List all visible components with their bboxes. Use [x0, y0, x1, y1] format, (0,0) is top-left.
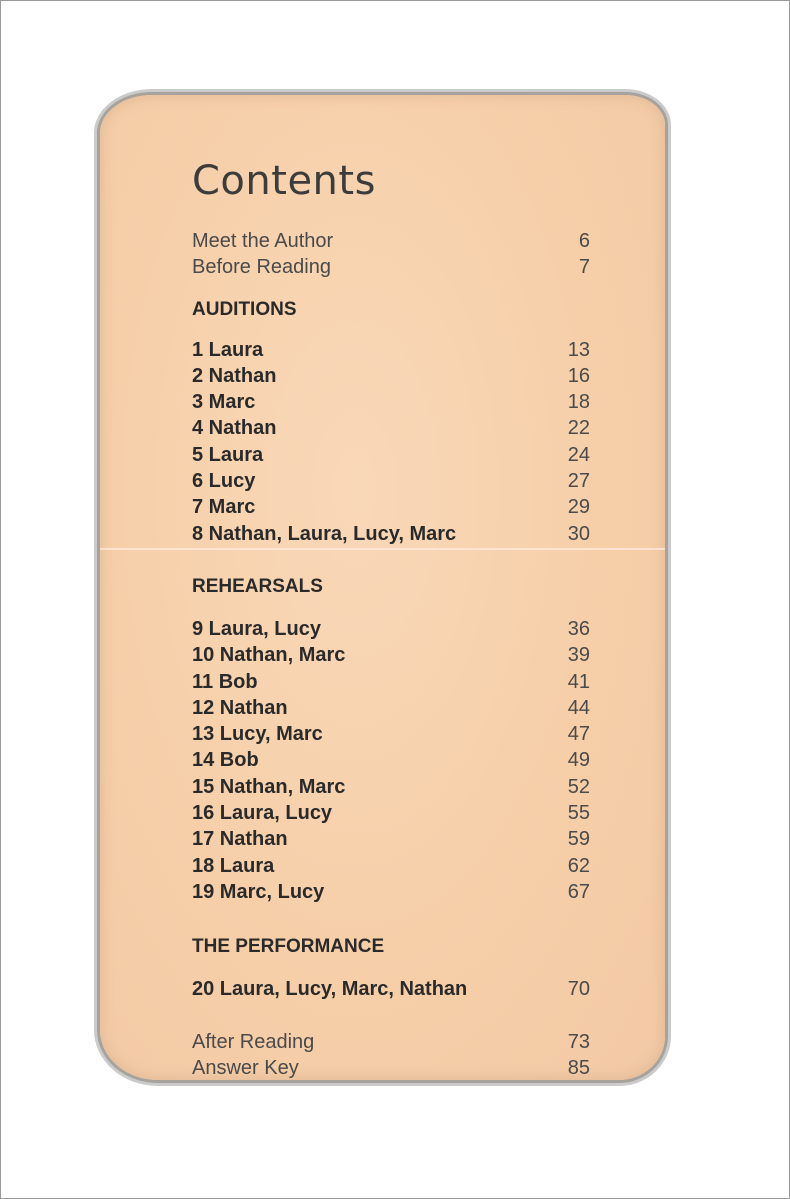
entry-label: 19 Marc, Lucy	[192, 880, 325, 903]
section-heading-auditions: AUDITIONS	[192, 298, 297, 320]
toc-entry[interactable]	[192, 521, 590, 547]
entry-page: 70	[567, 978, 590, 1001]
toc-entry-meet-the-author[interactable]	[192, 228, 590, 254]
entry-label: 3 Marc	[192, 391, 256, 414]
entry-page: 27	[567, 470, 590, 493]
toc-entry[interactable]	[192, 721, 590, 747]
toc-entry[interactable]	[192, 616, 590, 642]
table-of-contents	[192, 228, 590, 1081]
entry-label: Answer Key	[192, 1056, 299, 1079]
entry-label: 20 Laura, Lucy, Marc, Nathan	[192, 978, 468, 1001]
toc-entry[interactable]	[192, 976, 590, 1002]
entry-page: 52	[567, 775, 590, 798]
toc-entry-answer-key[interactable]	[192, 1055, 590, 1081]
entry-label: 18 Laura	[192, 854, 275, 877]
entry-page: 49	[567, 749, 590, 772]
entry-label: 7 Marc	[192, 496, 256, 519]
entry-label: After Reading	[192, 1030, 315, 1053]
toc-entry[interactable]	[192, 468, 590, 494]
entry-page: 85	[567, 1056, 590, 1079]
entry-page: 30	[567, 522, 590, 545]
toc-entry[interactable]	[192, 337, 590, 363]
entry-label: 9 Laura, Lucy	[192, 617, 321, 640]
entry-page: 29	[567, 496, 590, 519]
entry-label: 8 Nathan, Laura, Lucy, Marc	[192, 522, 457, 545]
toc-entry-after-reading[interactable]	[192, 1029, 590, 1055]
entry-label: 14 Bob	[192, 749, 259, 772]
entry-label: 16 Laura, Lucy	[192, 802, 333, 825]
toc-entry[interactable]	[192, 826, 590, 852]
entry-page: 13	[567, 338, 590, 361]
entry-page: 24	[567, 443, 590, 466]
toc-entry[interactable]	[192, 415, 590, 441]
toc-entry[interactable]	[192, 747, 590, 773]
entry-page: 73	[567, 1030, 590, 1053]
section-heading-rehearsals: REHEARSALS	[192, 575, 323, 597]
entry-label: 1 Laura	[192, 338, 264, 361]
entry-page: 41	[567, 670, 590, 693]
entry-page: 67	[567, 880, 590, 903]
page-title: Contents	[192, 158, 376, 204]
entry-label: 17 Nathan	[192, 828, 288, 851]
toc-entry[interactable]	[192, 853, 590, 879]
entry-label: 15 Nathan, Marc	[192, 775, 346, 798]
toc-entry[interactable]	[192, 389, 590, 415]
entry-page: 18	[567, 391, 590, 414]
entry-page: 16	[567, 364, 590, 387]
entry-label: 12 Nathan	[192, 696, 288, 719]
entry-label: 2 Nathan	[192, 364, 277, 387]
entry-label: 13 Lucy, Marc	[192, 723, 323, 746]
entry-label: Meet the Author	[192, 230, 334, 252]
toc-entry[interactable]	[192, 642, 590, 668]
toc-entry[interactable]	[192, 494, 590, 520]
toc-entry[interactable]	[192, 800, 590, 826]
entry-page: 36	[567, 617, 590, 640]
entry-page: 7	[578, 256, 590, 279]
entry-page: 6	[578, 230, 590, 252]
toc-entry[interactable]	[192, 669, 590, 695]
toc-entry[interactable]	[192, 442, 590, 468]
toc-entry[interactable]	[192, 774, 590, 800]
entry-page: 55	[567, 802, 590, 825]
section-heading-the-performance: THE PERFORMANCE	[192, 936, 385, 958]
entry-page: 47	[567, 723, 590, 746]
toc-entry[interactable]	[192, 363, 590, 389]
entry-label: 5 Laura	[192, 443, 264, 466]
entry-page: 22	[567, 417, 590, 440]
entry-page: 62	[567, 854, 590, 877]
entry-label: Before Reading	[192, 256, 331, 279]
entry-label: 11 Bob	[192, 670, 258, 693]
entry-label: 10 Nathan, Marc	[192, 644, 346, 667]
entry-label: 4 Nathan	[192, 417, 277, 440]
toc-entry[interactable]	[192, 695, 590, 721]
entry-page: 44	[567, 696, 590, 719]
entry-page: 59	[567, 828, 590, 851]
toc-entry[interactable]	[192, 879, 590, 905]
entry-page: 39	[567, 644, 590, 667]
entry-label: 6 Lucy	[192, 470, 256, 493]
toc-entry-before-reading[interactable]	[192, 254, 590, 280]
